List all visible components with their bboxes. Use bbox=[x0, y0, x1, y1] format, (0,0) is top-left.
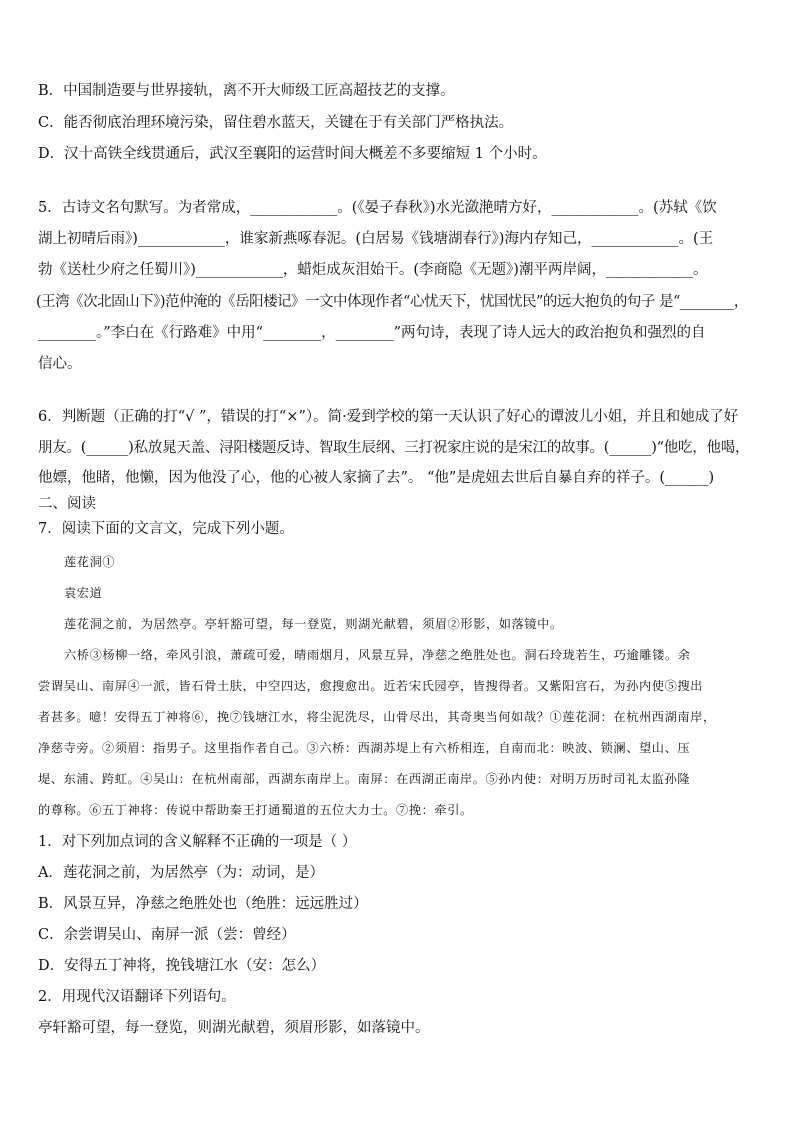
q4-option-b: B．中国制造要与世界接轨，离不开大师级工匠高超技艺的支撑。 bbox=[38, 83, 455, 99]
passage-line: 堤、东浦、跨虹。④吴山：在杭州南部，西湖东南岸上。南屏：在西湖正南岸。⑤孙内使：对明万历时司礼太监孙隆 bbox=[38, 772, 691, 786]
passage-paragraph-1: 莲花洞之前，为居然亭。亭轩豁可望，每一登览，则湖光献碧，须眉②形影，如落镜中。 bbox=[64, 617, 563, 631]
q5-line-1: 5．古诗文名句默写。为者常成，____________。(《晏子春秋》)水光潋滟晴方好，____________。(苏轼《饮 bbox=[38, 200, 717, 216]
subq1-option-c: C．余尝谓吴山、南屏一派（尝：曾经） bbox=[38, 927, 296, 943]
passage-line: 的尊称。⑥五丁神将：传说中帮助秦王打通蜀道的五位大力士。⑦挽：牵引。 bbox=[38, 803, 473, 817]
subq1-option-a: A．莲花洞之前，为居然亭（为：动词，是） bbox=[38, 865, 324, 881]
subq1-option-b: B．风景互异，净慈之绝胜处也（绝胜：远远胜过） bbox=[38, 896, 368, 912]
q6-line-1: 6．判断题（正确的打“√ ”，错误的打“×”）。简·爱到学校的第一天认识了好心的谭波儿小姐，并且和她成了好 bbox=[38, 409, 739, 425]
passage-line: 者甚多。噫！安得五丁神将⑥，挽⑦钱塘江水，将尘泥洗尽，山骨尽出，其奇奥当何如哉？①莲花洞：在杭州西湖南岸， bbox=[38, 710, 716, 724]
q6-line-2: 朋友。(______)私放晁天盖、浔阳楼题反诗、智取生辰纲、三打祝家庄说的是宋江的故事。(______)“他吃，他喝， bbox=[38, 440, 750, 456]
passage-title: 莲花洞① bbox=[64, 555, 116, 569]
subq1-question: 1．对下列加点词的含义解释不正确的一项是（ ） bbox=[38, 834, 357, 850]
section-heading: 二、阅读 bbox=[38, 496, 96, 512]
q5-line-2: 湖上初晴后雨》)____________，谁家新燕啄春泥。(白居易《钱塘湖春行》)海内存知己，____________。(王 bbox=[38, 231, 714, 247]
passage-line: 尝谓吴山、南屏④一派，皆石骨土肤，中空四达，愈搜愈出。近若宋氏园亭，皆搜得者。又紫阳宫石，为孙内使⑤搜出 bbox=[38, 679, 703, 693]
q6-line-3: 他嫖，他睹，他懒，因为他没了心，他的心被人家摘了去”。 “他”是虎妞去世后自暴自弃的祥子。(______) bbox=[38, 470, 715, 486]
q5-line-6: 信心。 bbox=[38, 356, 82, 372]
q5-line-5: ________。”李白在《行路难》中用“________，________”两句诗，表现了诗人远大的政治抱负和强烈的自 bbox=[38, 325, 706, 341]
subq2-question: 2．用现代汉语翻译下列语句。 bbox=[38, 989, 236, 1005]
q5-line-4: (王湾《次北固山下》)范仲淹的《岳阳楼记》一文中体现作者“心忧天下，忧国忧民”的远大抱负的句子 是“________， bbox=[36, 294, 748, 310]
q5-line-3: 勃《送杜少府之任蜀川》)____________，蜡炬成灰泪始干。(李商隐《无题》)潮平两岸阔，____________。 bbox=[38, 262, 708, 278]
q7-prompt: 7．阅读下面的文言文，完成下列小题。 bbox=[38, 521, 294, 537]
q4-option-d: D．汉十高铁全线贯通后，武汉至襄阳的运营时间大概差不多要缩短 1 个小时。 bbox=[38, 146, 547, 162]
passage-author: 袁宏道 bbox=[64, 586, 103, 600]
passage-line: 六桥③杨柳一络，牵风引浪，萧疏可爱，晴雨烟月，风景互异，净慈之绝胜处也。洞石玲珑若生，巧逾雕镂。余 bbox=[64, 648, 691, 662]
subq1-option-d: D．安得五丁神将，挽钱塘江水（安：怎么） bbox=[38, 958, 326, 974]
subq2-sentence: 亭轩豁可望，每一登览，则湖光献碧，须眉形影，如落镜中。 bbox=[38, 1020, 430, 1036]
q4-option-c: C．能否彻底治理环境污染，留住碧水蓝天，关键在于有关部门严格执法。 bbox=[38, 115, 514, 131]
passage-line: 净慈寺旁。②须眉：指男子。这里指作者自己。③六桥：西湖苏堤上有六桥相连，自南而北：映波、锁澜、望山、压 bbox=[38, 741, 691, 755]
